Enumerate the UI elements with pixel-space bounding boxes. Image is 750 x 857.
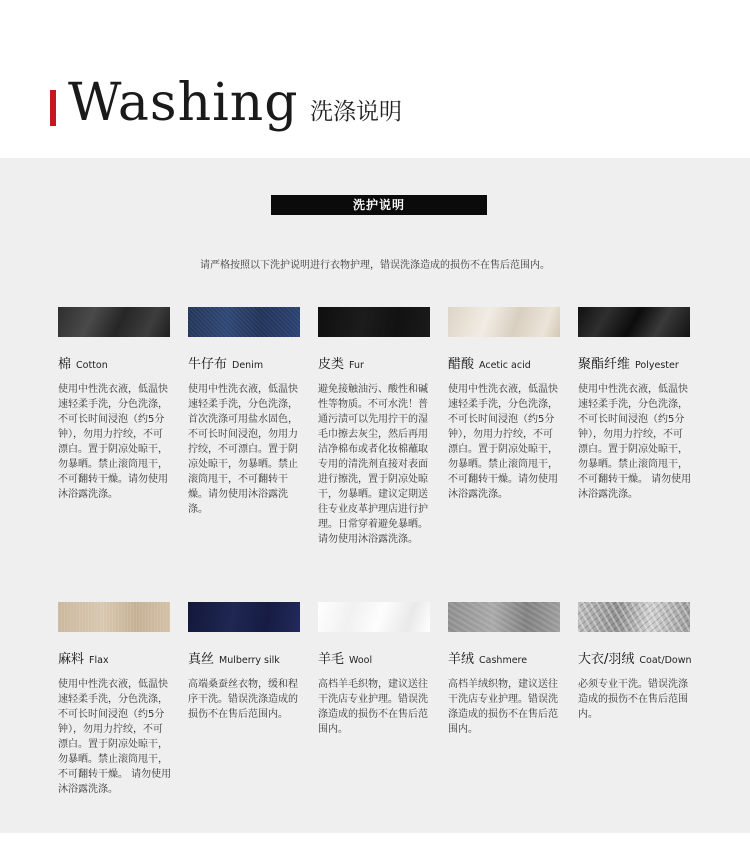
material-description: 高端桑蚕丝衣物，缓和程序干洗。错误洗涤造成的损伤不在售后范围内。 [188,679,298,720]
material-description: 使用中性洗衣液，低温快速轻柔手洗，分色洗涤，首次洗涤可用盐水固色，不可长时间浸泡，勿用力拧绞，不可漂白。置于阴凉处晾干，勿暴晒。禁止滚筒甩干，不可翻转干燥。请勿使用沐浴露洗涤。 [188,384,298,515]
material-title [58,353,188,375]
material-name-en: Wool [349,655,373,666]
material-name-cn: 皮类 [318,357,345,372]
material-description: 使用中性洗衣液，低温快速轻柔手洗，分色洗涤，不可长时间浸泡（约5分钟），勿用力拧绞，不可漂白。置于阴凉处晾干，勿暴晒。禁止滚筒甩干，不可翻转干燥。请勿使用沐浴露洗涤。 [58,384,168,500]
page-header [0,0,750,158]
material-description: 使用中性洗衣液，低温快速轻柔手洗，分色洗涤，不可长时间浸泡（约5分钟），勿用力拧绞，不可漂白。置于阴凉处晾干，勿暴晒。禁止滚筒甩干，不可翻转干燥。 请勿使用沐浴露洗涤。 [578,384,692,500]
material-name-cn: 羊绒 [448,652,475,667]
cashmere-swatch [448,602,560,632]
material-name-cn: 聚酯纤维 [578,357,631,372]
material-description: 高档羊毛织物，建议送往干洗店专业护理。错误洗涤造成的损伤不在售后范围内。 [318,679,428,735]
material-title [578,648,708,670]
material-description: 必须专业干洗。错误洗涤造成的损伤不在售后范围内。 [578,679,688,720]
section-badge: 洗护说明 [271,195,487,215]
denim-swatch [188,307,300,337]
material-title [188,353,318,375]
material-name-en: Acetic acid [479,360,531,371]
fur-swatch [318,307,430,337]
material-title [318,648,448,670]
title-chinese: 洗涤说明 [310,99,402,125]
title-english: Washing [68,73,299,133]
material-name-en: Denim [232,360,264,371]
material-description: 使用中性洗衣液，低温快速轻柔手洗，分色洗涤，不可长时间浸泡（约5分钟），勿用力拧绞，不可漂白。置于阴凉处晾干，勿暴晒。禁止滚筒甩干，不可翻转干燥。 请勿使用沐浴露洗涤。 [58,679,172,795]
material-description: 高档羊绒织物，建议送往干洗店专业护理。错误洗涤造成的损伤不在售后范围内。 [448,679,558,735]
coat-down-swatch [578,602,690,632]
material-title [318,353,448,375]
polyester-swatch [578,307,690,337]
flax-swatch [58,602,170,632]
title-accent-bar [50,90,56,126]
material-name-cn: 真丝 [188,652,215,667]
material-description: 避免接触油污、酸性和碱性等物质。不可水洗！普通污渍可以先用拧干的湿毛巾擦去灰尘，然后再用洁净棉布或者化妆棉蘸取专用的清洗剂直接对表面进行擦洗，置于阴凉处晾干，勿暴晒。建议定期送往专业皮革护理店进行护理。日常穿着避免暴晒。请勿使用沐浴露洗涤。 [318,384,428,545]
material-title [578,353,708,375]
material-name-cn: 麻料 [58,652,85,667]
material-title [448,648,578,670]
wool-swatch [318,602,430,632]
material-name-cn: 醋酸 [448,357,475,372]
material-name-en: Flax [89,655,109,666]
material-name-cn: 羊毛 [318,652,345,667]
material-title [58,648,188,670]
material-title [448,353,578,375]
material-name-en: Coat/Down [639,655,692,666]
material-name-en: Polyester [635,360,679,371]
material-name-cn: 大衣/羽绒 [578,652,635,667]
intro-text: 请严格按照以下洗护说明进行衣物护理，错误洗涤造成的损伤不在售后范围内。 [200,260,550,271]
material-description: 使用中性洗衣液，低温快速轻柔手洗，分色洗涤，不可长时间浸泡（约5分钟），勿用力拧绞，不可漂白。置于阴凉处晾干，勿暴晒。禁止滚筒甩干，不可翻转干燥。请勿使用沐浴露洗涤。 [448,384,558,500]
material-name-en: Mulberry silk [219,655,280,666]
material-name-en: Cashmere [479,655,528,666]
cotton-swatch [58,307,170,337]
material-name-en: Fur [349,360,364,371]
material-name-cn: 牛仔布 [188,357,228,372]
material-name-cn: 棉 [58,357,72,372]
acetic-acid-swatch [448,307,560,337]
material-name-en: Cotton [76,360,108,371]
material-title [188,648,318,670]
silk-swatch [188,602,300,632]
